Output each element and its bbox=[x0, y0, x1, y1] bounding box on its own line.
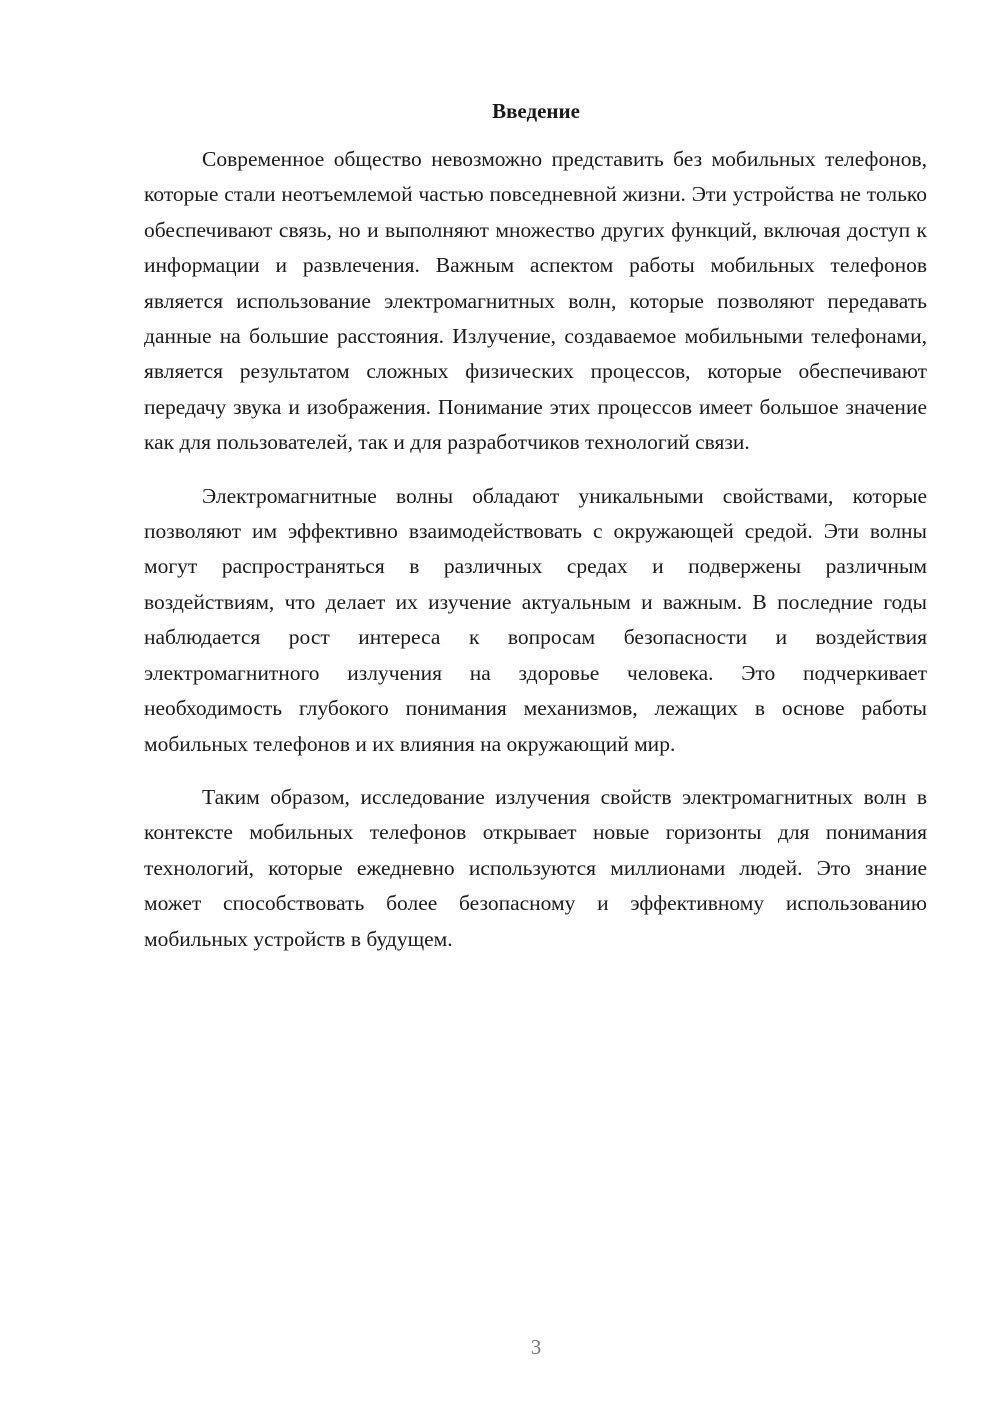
section-heading: Введение bbox=[492, 99, 580, 123]
paragraph-3: Таким образом, исследование излучения свойств электромагнитных волн в контексте мобильных телефонов открывает новые горизонты для понимания технологий, которые ежедневно используются миллионами людей. Это знание может способствовать более безопасному и эффективному использованию мобильных устройств в будущем. bbox=[144, 784, 927, 951]
page-number: 3 bbox=[530, 1335, 542, 1359]
paragraph-2: Электромагнитные волны обладают уникальными свойствами, которые позволяют им эффективно взаимодействовать с окружающей средой. Эти волны могут распространяться в различных средах и подвержены различным воздействиям, что делает их изучение актуальным и важным. В последние годы наблюдается рост интереса к вопросам безопасности и воздействия электромагнитного излучения на здоровье человека. Это подчеркивает необходимость глубокого понимания механизмов, лежащих в основе работы мобильных телефонов и их влияния на окружающий мир. bbox=[144, 483, 927, 756]
paragraph-1: Современное общество невозможно представить без мобильных телефонов, которые стали неотъемлемой частью повседневной жизни. Эти устройства не только обеспечивают связь, но и выполняют множество других функций, включая доступ к информации и развлечения. Важным аспектом работы мобильных телефонов является использование электромагнитных волн, которые позволяют передавать данные на большие расстояния. Излучение, создаваемое мобильными телефонами, является результатом сложных физических процессов, которые обеспечивают передачу звука и изображения. Понимание этих процессов имеет большое значение как для пользователей, так и для разработчиков технологий связи. bbox=[144, 147, 927, 455]
body-text bbox=[144, 142, 927, 975]
